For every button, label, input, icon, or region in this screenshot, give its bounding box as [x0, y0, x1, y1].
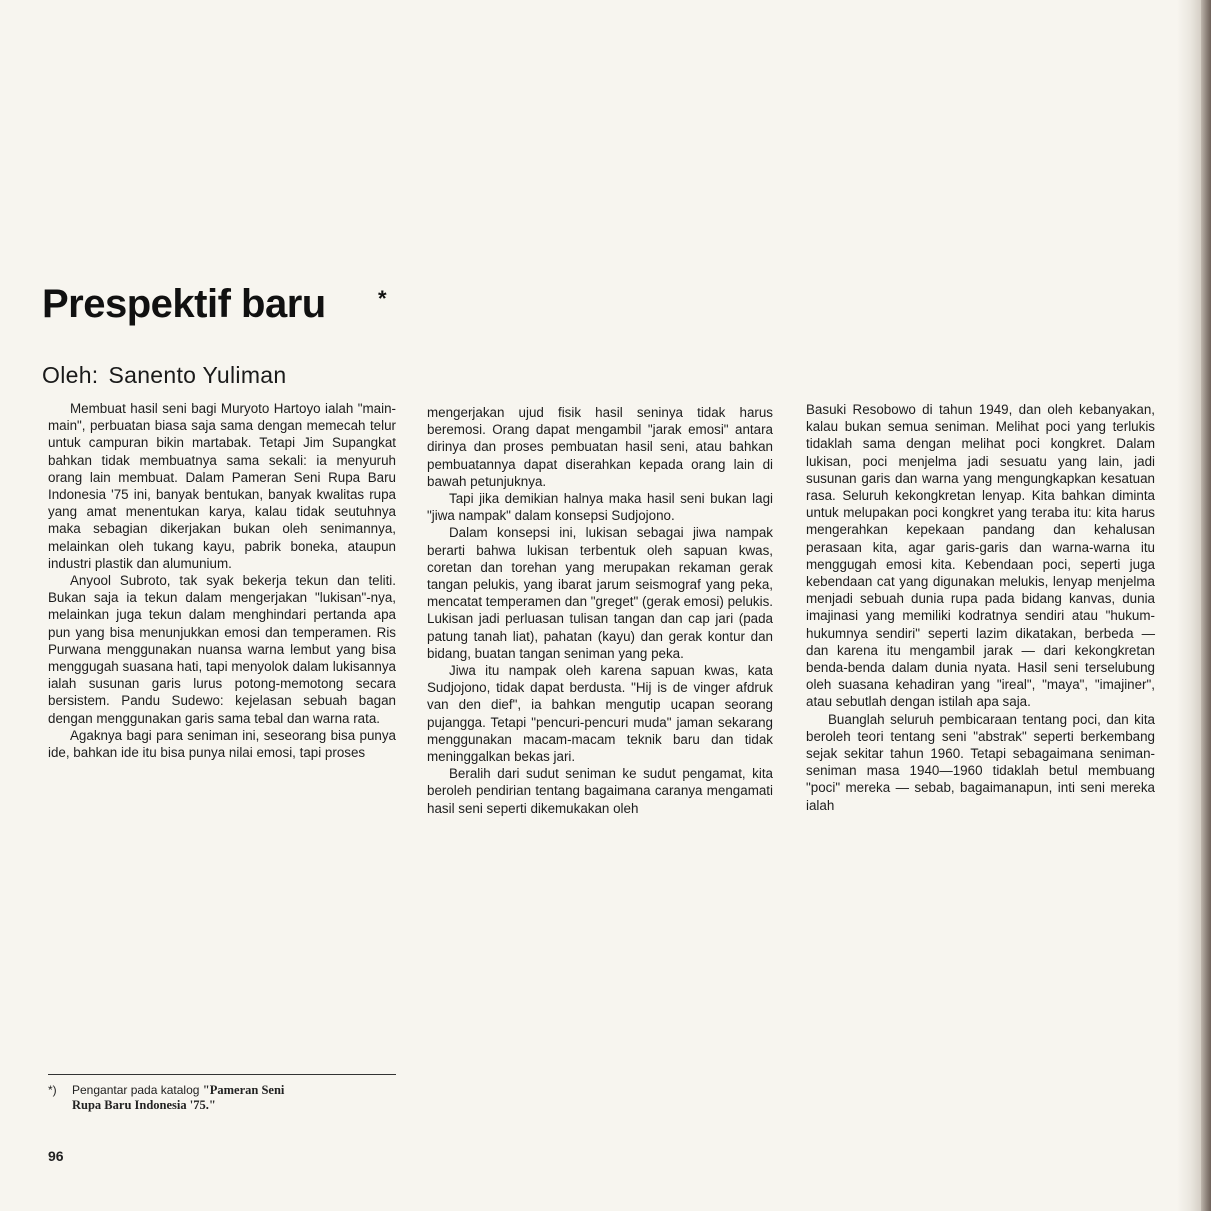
text-column-1 — [48, 400, 396, 761]
paragraph: mengerjakan ujud fisik hasil seninya tidak harus beremosi. Orang dapat mengambil "jarak emosi" antara dirinya dan proses pembuatan hasil seni, atau bahkan pembuatannya dapat diserahkan kepada orang lain di bawah petunjuknya. — [427, 405, 773, 489]
paragraph: Beralih dari sudut seniman ke sudut pengamat, kita beroleh pendirian tentang bagaimana caranya mengamati hasil seni seperti dikemukakan oleh — [427, 766, 773, 816]
text-column-3 — [806, 401, 1155, 814]
byline-label: Oleh: — [42, 362, 99, 388]
paragraph: Agaknya bagi para seniman ini, seseorang bisa punya ide, bahkan ide itu bisa punya nilai emosi, tapi proses — [48, 727, 396, 761]
paragraph: Buanglah seluruh pembicaraan tentang poci, dan kita beroleh teori tentang seni "abstrak" seperti berkembang sejak sekitar tahun 1960. Tetapi sebagaimana seniman-seniman masa 1940—1960 tidaklah betul membuang "poci" mereka — sebab, bagaimanapun, inti seni mereka ialah — [806, 711, 1155, 813]
byline — [42, 362, 286, 389]
paragraph: Basuki Resobowo di tahun 1949, dan oleh kebanyakan, kalau bukan semua seniman. Melihat poci yang terlukis tidaklah sama dengan melihat poci kongkret. Dalam lukisan, poci menjelma jadi sesuatu yang lain, jadi susunan garis dan warna yang mengungkapkan kesatuan rasa. Seluruh kekongkretan lenyap. Kita bahkan diminta untuk melupakan poci kongkret yang teraba itu: kita harus mengerahkan kepekaan pandang dan kehalusan perasaan kita, agar garis-garis dan warna-warna itu menggugah emosi kita. Kebendaan poci, seperti juga kebendaan cat yang digunakan melukis, lenyap menjelma menjadi sebuah dunia rupa pada bidang kanvas, dunia imajinasi yang memiliki kodratnya sendiri atau "hukum-hukumnya sendiri" seperti lazim dikatakan, berbeda — dan karena itu mengambil jarak — dari kekongkretan benda-benda dalam dunia nyata. Hasil seni terselubung oleh suasana kehadiran yang "ireal", "maya", "imajiner", atau sebutlah dengan istilah apa saja. — [806, 402, 1155, 710]
text-column-2 — [427, 404, 773, 817]
article-title: Prespektif baru — [42, 282, 326, 326]
footnote-catalog-title-cont: Rupa Baru Indonesia '75." — [72, 1098, 216, 1112]
author-name: Sanento Yuliman — [108, 362, 287, 388]
page-number: 96 — [48, 1148, 64, 1164]
title-footnote-mark: * — [378, 286, 387, 311]
paragraph: Tapi jika demikian halnya maka hasil seni bukan lagi "jiwa nampak" dalam konsepsi Sudjojono. — [427, 491, 773, 524]
footnote-catalog-title: "Pameran Seni — [202, 1083, 285, 1097]
footnote-divider — [48, 1074, 396, 1075]
footnote — [48, 1083, 398, 1113]
paragraph: Dalam konsepsi ini, lukisan sebagai jiwa nampak berarti bahwa lukisan terbentuk oleh sapuan kwas, coretan dan torehan yang merupakan rekaman gerak tangan pelukis, yang ibarat jarum seismograf yang peka, mencatat temperamen dan "greget" (gerak emosi) pelukis. Lukisan jadi perluasan tulisan tangan dan cap jari (pada patung tanah liat), pahatan (kayu) dan gerak kontur dan bidang, buatan tangan seniman yang peka. — [427, 525, 773, 661]
paragraph: Membuat hasil seni bagi Muryoto Hartoyo ialah "main-main", perbuatan biasa saja sama dengan memecah telur untuk campuran bikin martabak. Tetapi Jim Supangkat bahkan tidak membuatnya sama sekali: ia menyuruh orang lain membuat. Dalam Pameran Seni Rupa Baru Indonesia '75 ini, banyak bentukan, banyak kwalitas rupa yang amat menentukan karya, kalau tidak seutuhnya maka sebagian dikerjakan bukan oleh senimannya, melainkan oleh tukang kayu, pabrik boneka, ataupun industri plastik dan alumunium. — [48, 401, 396, 571]
paragraph: Jiwa itu nampak oleh karena sapuan kwas, kata Sudjojono, tidak dapat berdusta. "Hij is de vinger afdruk van den dief", ia bahkan mengutip ucapan seorang pujangga. Tetapi "pencuri-pencuri muda" jaman sekarang menggunakan macam-macam teknik baru dan tidak meninggalkan bekas jari. — [427, 663, 773, 765]
footnote-mark: *) — [48, 1083, 57, 1097]
page-edge-binding — [1201, 0, 1211, 1211]
footnote-prefix: Pengantar pada katalog — [72, 1083, 200, 1097]
paragraph: Anyool Subroto, tak syak bekerja tekun dan teliti. Bukan saja ia tekun dalam mengerjakan "lukisan"-nya, melainkan juga tekun dalam menghindari pertanda apa pun yang bisa menunjukkan emosi dan temperamen. Ris Purwana menggunakan nuansa warna lembut yang bisa menggugah suasana hati, tapi menyolok dalam lukisannya ialah susunan garis lurus potong-memotong secara bersistem. Pandu Sudewo: kejelasan sebuah bagan dengan menggunakan garis sama tebal dan warna rata. — [48, 573, 396, 726]
